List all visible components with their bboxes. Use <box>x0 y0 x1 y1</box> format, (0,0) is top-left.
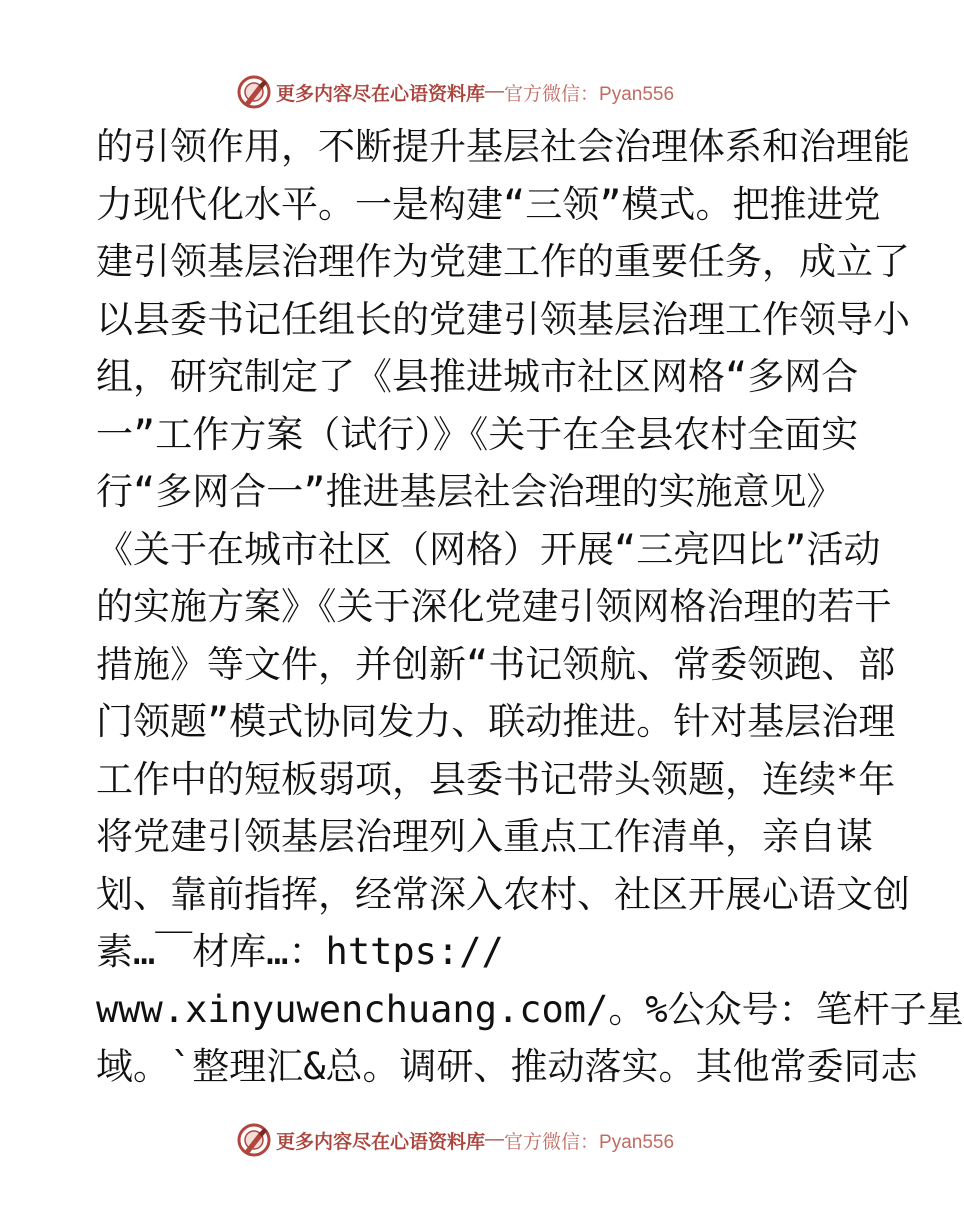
text-line: 组，研究制定了《县推进城市社区网格“多网合 <box>96 355 859 398</box>
text-line: 工作中的短板弱项，县委书记带头领题，连续*年 <box>96 757 896 801</box>
watermark-text: 更多内容尽在心语资料库 <box>276 1130 486 1153</box>
watermark-contact: 官方微信：Pyan556 <box>504 83 675 105</box>
text-line: 将党建引领基层治理列入重点工作清单，亲自谋 <box>96 815 873 858</box>
text-line: 一”工作方案（试行）》《关于在全县农村全面实 <box>96 412 859 456</box>
text-line: 措施》等文件，并创新“书记领航、常委领跑、部 <box>96 642 896 686</box>
text-line: 建引领基层治理作为党建工作的重要任务，成立了 <box>96 240 910 283</box>
header-watermark <box>236 72 716 112</box>
text-line: 素…￣材库…：https:// <box>96 930 504 973</box>
pen-logo-icon <box>236 1122 272 1158</box>
text-line: 划、靠前指挥，经常深入农村、社区开展心语文创 <box>96 872 910 916</box>
watermark-contact: 官方微信：Pyan556 <box>504 1131 675 1153</box>
text-line: 门领题”模式协同发力、联动推进。针对基层治理 <box>96 700 896 743</box>
text-line: www.xinyuwenchuang.com/。%公众号：笔杆子星 <box>96 987 964 1031</box>
watermark-separator: — <box>485 81 505 102</box>
watermark-text: 更多内容尽在心语资料库 <box>276 82 486 105</box>
footer-watermark <box>236 1120 716 1160</box>
text-line: 《关于在城市社区（网格）开展“三亮四比”活动 <box>96 527 881 571</box>
text-line: 域。`整理汇&总。调研、推动落实。其他常委同志 <box>96 1045 918 1088</box>
text-line: 的实施方案》《关于深化党建引领网格治理的若干 <box>96 585 892 628</box>
pen-logo-icon <box>236 74 272 110</box>
text-line: 行“多网合一”推进基层社会治理的实施意见》 <box>96 470 844 513</box>
text-line: 以县委书记任组长的党建引领基层治理工作领导小 <box>96 297 910 341</box>
document-body <box>96 118 964 1096</box>
text-line: 的引领作用，不断提升基层社会治理体系和治理能 <box>96 125 910 168</box>
text-line: 力现代化水平。一是构建“三领”模式。把推进党 <box>96 182 881 226</box>
watermark-separator: — <box>485 1129 505 1150</box>
